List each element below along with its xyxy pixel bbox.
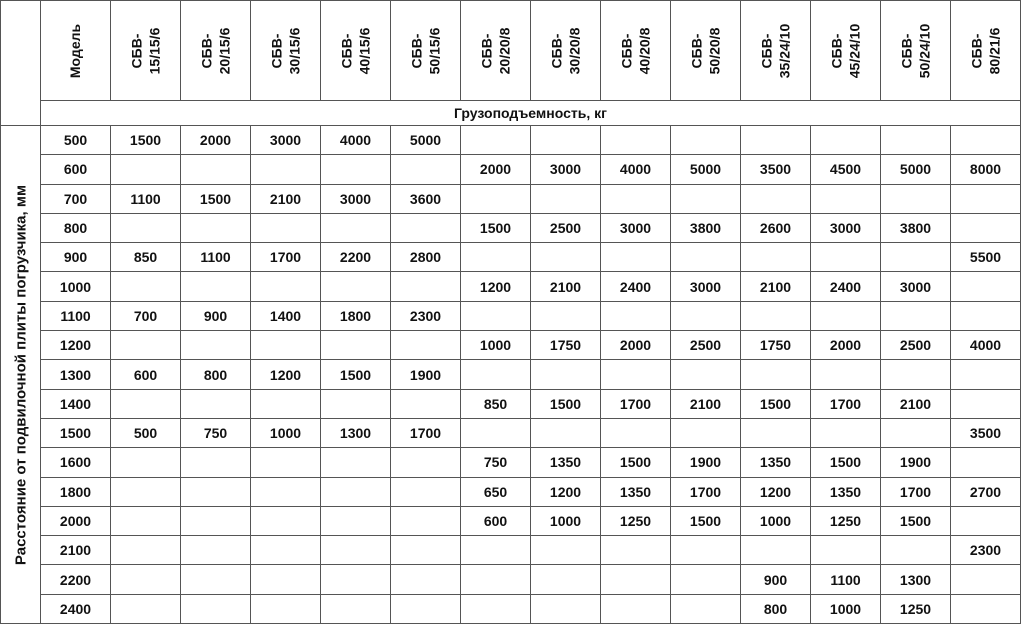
- capacity-cell: 2000: [181, 126, 251, 155]
- capacity-cell: [601, 418, 671, 447]
- capacity-cell: 1350: [811, 477, 881, 506]
- capacity-cell: [461, 301, 531, 330]
- capacity-cell: [391, 477, 461, 506]
- capacity-cell: [951, 126, 1021, 155]
- capacity-cell: [461, 184, 531, 213]
- capacity-cell: [251, 477, 321, 506]
- capacity-cell: [251, 331, 321, 360]
- capacity-cell: 600: [461, 506, 531, 535]
- capacity-cell: [601, 536, 671, 565]
- capacity-cell: 1500: [881, 506, 951, 535]
- capacity-cell: 3800: [881, 213, 951, 242]
- capacity-cell: 1500: [461, 213, 531, 242]
- capacity-cell: [111, 331, 181, 360]
- model-name: СБВ- 30/20/8: [548, 27, 583, 74]
- capacity-cell: 1200: [251, 360, 321, 389]
- capacity-cell: 3000: [251, 126, 321, 155]
- capacity-cell: 2100: [671, 389, 741, 418]
- capacity-cell: [111, 477, 181, 506]
- capacity-cell: [741, 184, 811, 213]
- capacity-cell: 1100: [111, 184, 181, 213]
- capacity-cell: [531, 360, 601, 389]
- capacity-cell: [391, 506, 461, 535]
- capacity-cell: 1500: [741, 389, 811, 418]
- capacity-cell: [601, 301, 671, 330]
- model-name: СБВ- 80/21/6: [968, 27, 1003, 74]
- model-name: СБВ- 35/24/10: [758, 23, 793, 78]
- capacity-cell: 700: [111, 301, 181, 330]
- capacity-cell: [461, 126, 531, 155]
- capacity-cell: 1400: [251, 301, 321, 330]
- capacity-cell: 800: [741, 594, 811, 623]
- capacity-cell: 2500: [671, 331, 741, 360]
- capacity-cell: [951, 565, 1021, 594]
- capacity-cell: [461, 243, 531, 272]
- table-row: [1, 448, 1021, 477]
- capacity-cell: 5000: [671, 155, 741, 184]
- capacity-cell: 3000: [531, 155, 601, 184]
- capacity-cell: [111, 272, 181, 301]
- capacity-cell: [881, 126, 951, 155]
- capacity-cell: 1500: [811, 448, 881, 477]
- table-row: [1, 243, 1021, 272]
- capacity-cell: 900: [181, 301, 251, 330]
- capacity-cell: 2100: [251, 184, 321, 213]
- capacity-cell: [181, 594, 251, 623]
- capacity-cell: 1500: [111, 126, 181, 155]
- distance-cell: 1000: [41, 272, 111, 301]
- capacity-cell: [531, 301, 601, 330]
- capacity-cell: 1100: [181, 243, 251, 272]
- capacity-cell: [531, 418, 601, 447]
- capacity-cell: [951, 389, 1021, 418]
- capacity-cell: 1100: [811, 565, 881, 594]
- capacity-cell: [671, 184, 741, 213]
- capacity-cell: 2200: [321, 243, 391, 272]
- model-label: Модель: [67, 23, 84, 78]
- distance-cell: 1200: [41, 331, 111, 360]
- capacity-cell: 1700: [811, 389, 881, 418]
- model-header-cell: [181, 1, 251, 101]
- capacity-cell: 600: [111, 360, 181, 389]
- capacity-cell: 1000: [811, 594, 881, 623]
- capacity-cell: 5000: [391, 126, 461, 155]
- model-header-cell: [881, 1, 951, 101]
- capacity-cell: 1000: [461, 331, 531, 360]
- capacity-cell: [111, 565, 181, 594]
- capacity-cell: [391, 272, 461, 301]
- capacity-cell: [601, 184, 671, 213]
- side-label: Расстояние от подвилочной плиты погрузчика, мм: [12, 184, 29, 565]
- capacity-cell: [741, 360, 811, 389]
- model-name: СБВ- 50/24/10: [898, 23, 933, 78]
- capacity-cell: [671, 565, 741, 594]
- model-header-cell: [111, 1, 181, 101]
- capacity-cell: [251, 536, 321, 565]
- capacity-cell: 2300: [951, 536, 1021, 565]
- capacity-cell: [531, 184, 601, 213]
- capacity-cell: 2100: [531, 272, 601, 301]
- capacity-cell: 1250: [601, 506, 671, 535]
- capacity-cell: 1500: [181, 184, 251, 213]
- capacity-cell: 2800: [391, 243, 461, 272]
- capacity-cell: [391, 155, 461, 184]
- table-row: [1, 331, 1021, 360]
- distance-cell: 1100: [41, 301, 111, 330]
- capacity-cell: 5500: [951, 243, 1021, 272]
- capacity-cell: [251, 213, 321, 242]
- capacity-cell: [461, 594, 531, 623]
- capacity-cell: 1200: [531, 477, 601, 506]
- capacity-cell: 750: [181, 418, 251, 447]
- capacity-cell: [321, 155, 391, 184]
- model-name: СБВ- 15/15/6: [128, 27, 163, 74]
- capacity-cell: 1700: [881, 477, 951, 506]
- capacity-cell: [391, 331, 461, 360]
- capacity-caption-row: [1, 101, 1021, 126]
- capacity-cell: 800: [181, 360, 251, 389]
- capacity-cell: 850: [461, 389, 531, 418]
- model-header-cell: [741, 1, 811, 101]
- capacity-cell: [741, 536, 811, 565]
- capacity-cell: [951, 272, 1021, 301]
- capacity-cell: [391, 594, 461, 623]
- capacity-cell: 1700: [671, 477, 741, 506]
- capacity-cell: [111, 155, 181, 184]
- capacity-cell: [951, 213, 1021, 242]
- capacity-cell: 1900: [391, 360, 461, 389]
- table-row: [1, 477, 1021, 506]
- capacity-cell: [111, 536, 181, 565]
- model-header-cell: [391, 1, 461, 101]
- capacity-cell: [321, 331, 391, 360]
- capacity-cell: 2000: [461, 155, 531, 184]
- capacity-cell: 1500: [321, 360, 391, 389]
- capacity-cell: 3500: [951, 418, 1021, 447]
- capacity-cell: [391, 389, 461, 418]
- capacity-cell: [671, 301, 741, 330]
- capacity-cell: [181, 565, 251, 594]
- capacity-cell: 8000: [951, 155, 1021, 184]
- capacity-cell: 1350: [601, 477, 671, 506]
- capacity-cell: [531, 565, 601, 594]
- capacity-cell: [811, 243, 881, 272]
- capacity-cell: [461, 418, 531, 447]
- capacity-cell: [251, 389, 321, 418]
- capacity-cell: [251, 565, 321, 594]
- capacity-cell: 1000: [251, 418, 321, 447]
- capacity-cell: [741, 126, 811, 155]
- model-header-cell: [951, 1, 1021, 101]
- capacity-cell: [181, 506, 251, 535]
- distance-cell: 1500: [41, 418, 111, 447]
- capacity-cell: [181, 536, 251, 565]
- model-label-cell: [41, 1, 111, 101]
- capacity-cell: 2400: [811, 272, 881, 301]
- table-row: [1, 565, 1021, 594]
- distance-cell: 800: [41, 213, 111, 242]
- capacity-cell: 4000: [951, 331, 1021, 360]
- distance-cell: 2100: [41, 536, 111, 565]
- capacity-cell: 1700: [601, 389, 671, 418]
- model-header-cell: [601, 1, 671, 101]
- distance-cell: 1400: [41, 389, 111, 418]
- capacity-cell: [181, 477, 251, 506]
- capacity-cell: 2500: [881, 331, 951, 360]
- capacity-cell: 1700: [251, 243, 321, 272]
- distance-cell: 1800: [41, 477, 111, 506]
- capacity-cell: [461, 565, 531, 594]
- capacity-cell: [181, 389, 251, 418]
- capacity-cell: [251, 155, 321, 184]
- model-header-cell: [811, 1, 881, 101]
- table-row: [1, 418, 1021, 447]
- capacity-cell: [671, 418, 741, 447]
- capacity-cell: [601, 126, 671, 155]
- capacity-cell: 650: [461, 477, 531, 506]
- capacity-cell: 1200: [461, 272, 531, 301]
- capacity-cell: [531, 536, 601, 565]
- side-label-cell: [1, 126, 41, 624]
- capacity-cell: [391, 213, 461, 242]
- capacity-cell: [951, 448, 1021, 477]
- capacity-cell: [321, 448, 391, 477]
- table-row: [1, 213, 1021, 242]
- capacity-cell: 3800: [671, 213, 741, 242]
- capacity-cell: 1800: [321, 301, 391, 330]
- capacity-cell: [881, 243, 951, 272]
- capacity-cell: [321, 506, 391, 535]
- capacity-cell: 1750: [741, 331, 811, 360]
- capacity-cell: 1500: [601, 448, 671, 477]
- capacity-cell: 1750: [531, 331, 601, 360]
- distance-cell: 1600: [41, 448, 111, 477]
- table-row: [1, 301, 1021, 330]
- capacity-cell: [391, 565, 461, 594]
- capacity-cell: [251, 448, 321, 477]
- capacity-cell: 2600: [741, 213, 811, 242]
- capacity-cell: 4500: [811, 155, 881, 184]
- capacity-cell: [181, 331, 251, 360]
- capacity-cell: 3000: [881, 272, 951, 301]
- model-name: СБВ- 40/15/6: [338, 27, 373, 74]
- capacity-cell: 1300: [321, 418, 391, 447]
- capacity-cell: [741, 243, 811, 272]
- capacity-cell: [321, 565, 391, 594]
- capacity-cell: 1700: [391, 418, 461, 447]
- capacity-cell: [461, 536, 531, 565]
- capacity-cell: [461, 360, 531, 389]
- capacity-cell: 2300: [391, 301, 461, 330]
- capacity-cell: [671, 360, 741, 389]
- capacity-cell: [741, 301, 811, 330]
- table-row: [1, 126, 1021, 155]
- capacity-cell: [111, 389, 181, 418]
- capacity-cell: [951, 301, 1021, 330]
- capacity-cell: 3000: [811, 213, 881, 242]
- capacity-cell: 500: [111, 418, 181, 447]
- capacity-cell: 5000: [881, 155, 951, 184]
- capacity-cell: [111, 213, 181, 242]
- capacity-cell: 1500: [531, 389, 601, 418]
- capacity-cell: [531, 594, 601, 623]
- capacity-cell: [531, 243, 601, 272]
- capacity-cell: 4000: [601, 155, 671, 184]
- model-name: СБВ- 40/20/8: [618, 27, 653, 74]
- capacity-cell: 3000: [321, 184, 391, 213]
- table-row: [1, 155, 1021, 184]
- table-row: [1, 389, 1021, 418]
- distance-cell: 600: [41, 155, 111, 184]
- capacity-cell: [391, 448, 461, 477]
- capacity-cell: [251, 272, 321, 301]
- capacity-cell: [881, 184, 951, 213]
- capacity-cell: [181, 272, 251, 301]
- model-name: СБВ- 50/20/8: [688, 27, 723, 74]
- capacity-cell: 1000: [531, 506, 601, 535]
- capacity-cell: [811, 184, 881, 213]
- capacity-cell: [321, 477, 391, 506]
- capacity-cell: [321, 594, 391, 623]
- model-header-row: [1, 1, 1021, 101]
- capacity-cell: [881, 536, 951, 565]
- capacity-cell: [251, 594, 321, 623]
- capacity-cell: 1300: [881, 565, 951, 594]
- capacity-cell: [601, 243, 671, 272]
- capacity-cell: [811, 301, 881, 330]
- capacity-cell: [601, 565, 671, 594]
- capacity-cell: 1350: [531, 448, 601, 477]
- table-row: [1, 594, 1021, 623]
- capacity-cell: 1000: [741, 506, 811, 535]
- distance-cell: 900: [41, 243, 111, 272]
- capacity-cell: [881, 418, 951, 447]
- capacity-cell: 3600: [391, 184, 461, 213]
- capacity-cell: [951, 360, 1021, 389]
- capacity-cell: 750: [461, 448, 531, 477]
- capacity-cell: [251, 506, 321, 535]
- capacity-cell: [181, 213, 251, 242]
- capacity-cell: [531, 126, 601, 155]
- capacity-caption: Грузоподъемность, кг: [41, 101, 1021, 126]
- capacity-cell: [601, 360, 671, 389]
- table-body: [1, 126, 1021, 624]
- distance-cell: 700: [41, 184, 111, 213]
- capacity-cell: 2100: [741, 272, 811, 301]
- capacity-cell: [811, 418, 881, 447]
- distance-cell: 2200: [41, 565, 111, 594]
- capacity-cell: [391, 536, 461, 565]
- capacity-cell: 850: [111, 243, 181, 272]
- model-header-cell: [251, 1, 321, 101]
- model-header-cell: [671, 1, 741, 101]
- capacity-cell: [321, 536, 391, 565]
- model-header-cell: [321, 1, 391, 101]
- capacity-cell: [811, 126, 881, 155]
- capacity-cell: 2000: [601, 331, 671, 360]
- capacity-cell: [181, 155, 251, 184]
- capacity-cell: 1900: [881, 448, 951, 477]
- distance-cell: 1300: [41, 360, 111, 389]
- capacity-cell: 1500: [671, 506, 741, 535]
- capacity-cell: 1900: [671, 448, 741, 477]
- capacity-cell: [671, 243, 741, 272]
- capacity-cell: [111, 594, 181, 623]
- capacity-cell: [811, 536, 881, 565]
- model-name: СБВ- 30/15/6: [268, 27, 303, 74]
- table-row: [1, 184, 1021, 213]
- distance-cell: 2400: [41, 594, 111, 623]
- capacity-cell: [671, 594, 741, 623]
- capacity-cell: [181, 448, 251, 477]
- capacity-cell: 4000: [321, 126, 391, 155]
- capacity-cell: [601, 594, 671, 623]
- corner-cell: [1, 1, 41, 126]
- capacity-cell: [881, 360, 951, 389]
- capacity-cell: 2500: [531, 213, 601, 242]
- capacity-cell: [321, 389, 391, 418]
- capacity-cell: 2000: [811, 331, 881, 360]
- capacity-cell: 900: [741, 565, 811, 594]
- capacity-cell: 1250: [881, 594, 951, 623]
- capacity-cell: [671, 126, 741, 155]
- model-name: СБВ- 50/15/6: [408, 27, 443, 74]
- capacity-cell: [111, 506, 181, 535]
- capacity-cell: [811, 360, 881, 389]
- distance-cell: 500: [41, 126, 111, 155]
- capacity-cell: [321, 272, 391, 301]
- table-row: [1, 506, 1021, 535]
- capacity-cell: [881, 301, 951, 330]
- model-name: СБВ- 45/24/10: [828, 23, 863, 78]
- capacity-cell: 3500: [741, 155, 811, 184]
- capacity-cell: 2400: [601, 272, 671, 301]
- capacity-cell: 2700: [951, 477, 1021, 506]
- capacity-cell: [671, 536, 741, 565]
- capacity-cell: 1200: [741, 477, 811, 506]
- capacity-cell: [951, 506, 1021, 535]
- capacity-cell: [951, 184, 1021, 213]
- table-row: [1, 536, 1021, 565]
- capacity-cell: [321, 213, 391, 242]
- model-name: СБВ- 20/15/6: [198, 27, 233, 74]
- capacity-cell: [111, 448, 181, 477]
- capacity-cell: 1250: [811, 506, 881, 535]
- table-row: [1, 272, 1021, 301]
- distance-cell: 2000: [41, 506, 111, 535]
- capacity-cell: 2100: [881, 389, 951, 418]
- capacity-cell: [741, 418, 811, 447]
- capacity-cell: 3000: [671, 272, 741, 301]
- model-name: СБВ- 20/20/8: [478, 27, 513, 74]
- table-row: [1, 360, 1021, 389]
- model-header-cell: [531, 1, 601, 101]
- capacity-cell: 3000: [601, 213, 671, 242]
- model-header-cell: [461, 1, 531, 101]
- capacity-cell: 1350: [741, 448, 811, 477]
- capacity-cell: [951, 594, 1021, 623]
